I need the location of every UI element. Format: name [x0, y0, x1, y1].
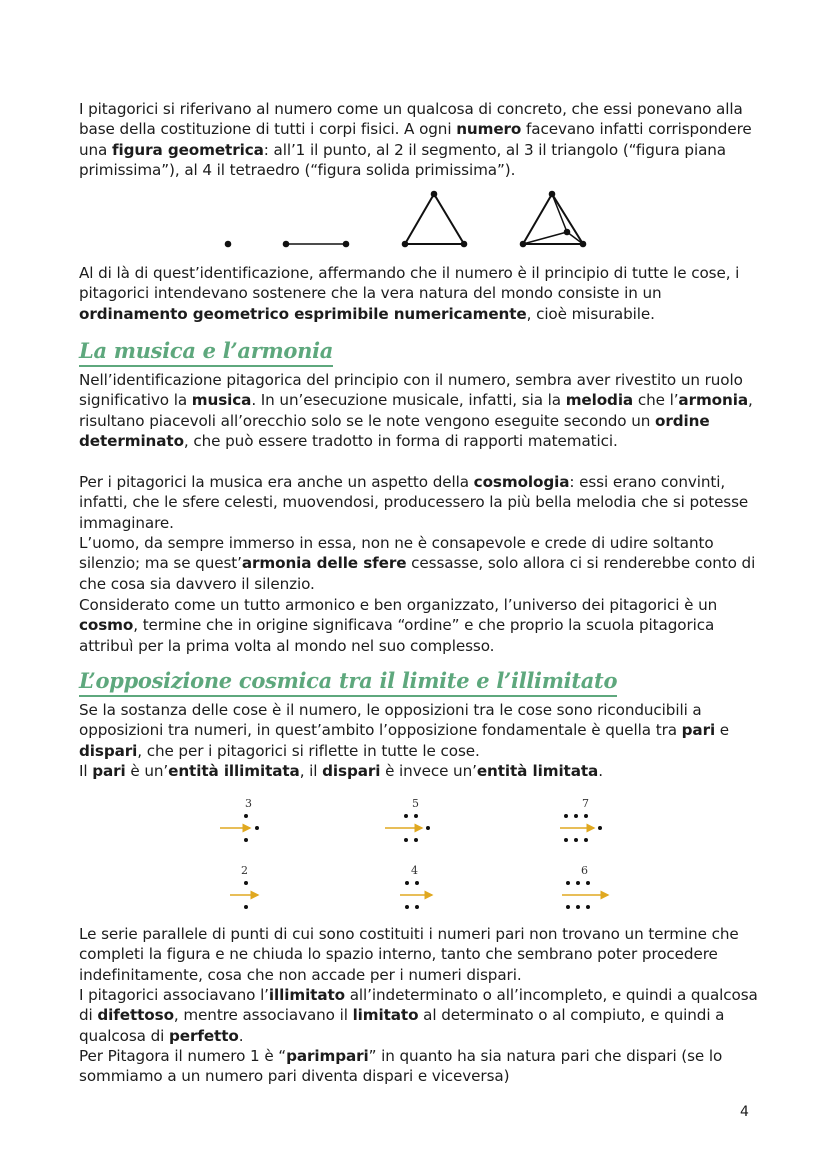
even-label-4: 4	[411, 864, 418, 877]
heading-underline	[79, 365, 333, 367]
dots-number-6	[562, 881, 608, 909]
heading-cosmic-opposition: L’opposizione cosmica tra il limite e l’illimitato	[79, 668, 617, 697]
segment-figure	[283, 241, 350, 248]
heading-music-harmony: La musica e l’armonia	[79, 338, 333, 367]
parallel-series-paragraph: Le serie parallele di punti di cui sono costituiti i numeri pari non trovano un termine che completi la figura e ne chiuda lo spazio interno, tanto che sembrano poter procedere indefinitamente, cosa che non accade per i numeri dispari.	[79, 925, 739, 984]
odd-even-dot-diagram	[210, 794, 620, 918]
tetrahedron-figure	[520, 191, 587, 248]
dots-number-5	[385, 814, 430, 842]
dots-number-2	[230, 881, 258, 909]
even-odd-paragraph: Il pari è un’entità illimitata, il dispari è invece un’entità limitata.	[79, 762, 603, 780]
identification-paragraph: Al di là di quest’identificazione, affermando che il numero è il principio di tutte le cose, i pitagorici intendevano sostenere che la vera natura del mondo consiste in un ordinamento geometrico esprimibile numericamente, cioè misurabile.	[79, 264, 740, 323]
music-paragraph: Nell’identificazione pitagorica del principio con il numero, sembra aver rivestito un ruolo significativo la musica. In un’esecuzione musicale, infatti, sia la melodia che l’armonia, risultano piacevoli all’orecchio solo se le note vengono eseguite secondo un ordine determinato, che può essere tradotto in forma di rapporti matematici.	[79, 371, 753, 450]
dots-number-4	[400, 881, 432, 909]
dots-number-3	[220, 814, 259, 842]
opposition-paragraph: Se la sostanza delle cose è il numero, le opposizioni tra le cose sono riconducibili a opposizioni tra numeri, in quest’ambito l’opposizione fondamentale è quella tra pari e dispari, che per i pitagorici si riflette in tutte le cose.	[79, 701, 730, 760]
page-number: 4	[740, 1104, 749, 1120]
intro-paragraph: I pitagorici si riferivano al numero come un qualcosa di concreto, che essi ponevano alla base della costituzione di tutti i corpi fisici. A ogni numero facevano infatti corrispondere una figura geometrica: all’1 il punto, al 2 il segmento, al 3 il triangolo (“figura piana primissima”), al 4 il tetraedro (“figura solida primissima”).	[79, 100, 752, 179]
odd-label-7: 7	[582, 797, 589, 810]
point-figure	[225, 241, 232, 248]
harmony-spheres-paragraph: L’uomo, da sempre immerso in essa, non ne è consapevole e crede di udire soltanto silenzio; ma se quest’armonia delle sfere cessasse, solo allora ci si renderebbe conto di che cosa sia davvero il silenzio.	[79, 534, 756, 593]
even-label-2: 2	[241, 864, 248, 877]
cosmology-paragraph: Per i pitagorici la musica era anche un aspetto della cosmologia: essi erano convinti, infatti, che le sfere celesti, muovendosi, producessero la più bella melodia che si potesse immaginare.	[79, 473, 749, 532]
odd-label-3: 3	[245, 797, 252, 810]
dots-number-7	[560, 814, 602, 842]
limited-unlimited-paragraph: I pitagorici associavano l’illimitato all’indeterminato o all’incompleto, e quindi a qualcosa di difettoso, mentre associavano il limitato al determinato o al compiuto, e quindi a qualcosa di perfetto.	[79, 986, 758, 1045]
geometric-figures	[210, 188, 610, 254]
parimpari-paragraph: Per Pitagora il numero 1 è “parimpari” in quanto ha sia natura pari che dispari (se lo sommiamo a un numero pari diventa dispari e viceversa)	[79, 1047, 723, 1086]
triangle-figure	[402, 191, 468, 248]
even-label-6: 6	[581, 864, 588, 877]
heading-underline	[79, 695, 617, 697]
cosmos-paragraph: Considerato come un tutto armonico e ben organizzato, l’universo dei pitagorici è un cosmo, termine che in origine significava “ordine” e che proprio la scuola pitagorica attribuì per la prima volta al mondo nel suo complesso.	[79, 596, 718, 655]
odd-label-5: 5	[412, 797, 419, 810]
